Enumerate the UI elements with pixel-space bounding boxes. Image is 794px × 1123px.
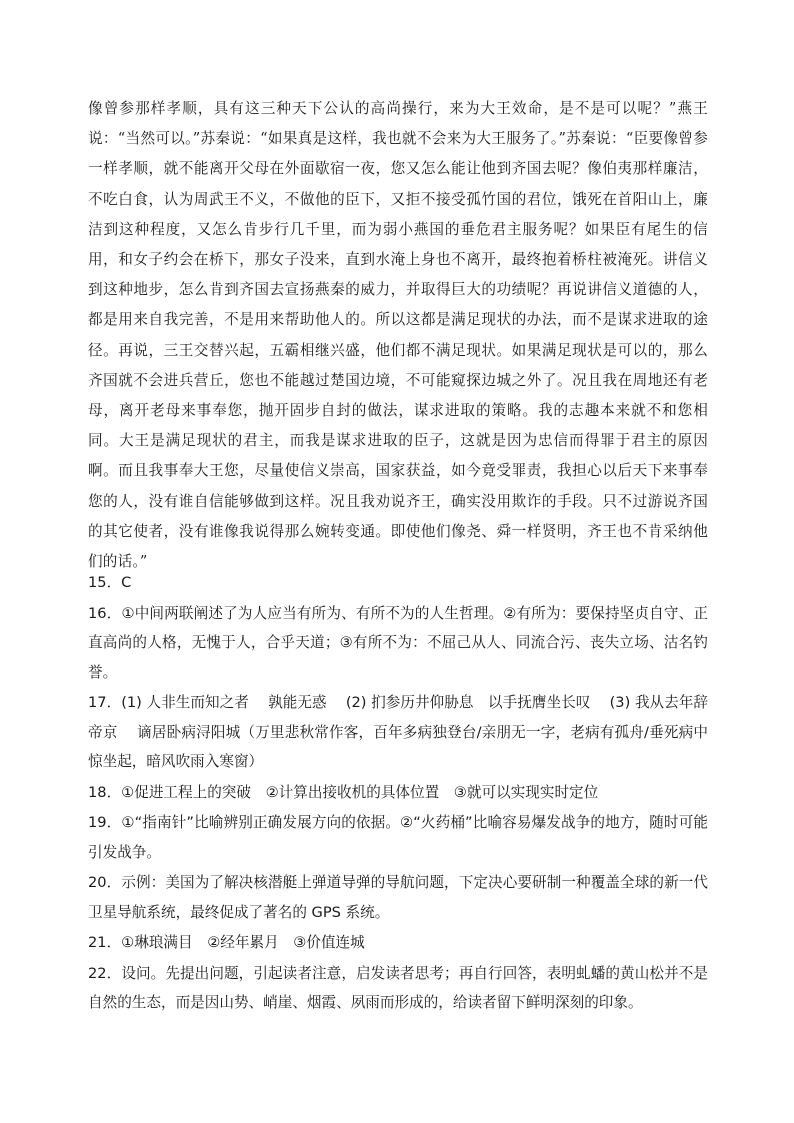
answer-19: 19．①“指南针”比喻辨别正确发展方向的依据。②“火药桶”比喻容易爆发战争的地方，随时可能引发战争。: [88, 814, 708, 861]
answer-22: 22．设问。先提出问题，引起读者注意，启发读者思考；再自行回答，表明虬蟠的黄山松并不是自然的生态，而是因山势、峭崖、烟霞、夙雨而形成的，给读者留下鲜明深刻的印象。: [88, 964, 708, 1011]
translation-paragraph: 像曾参那样孝顺，具有这三种天下公认的高尚操行，来为大王效命，是不是可以呢？”燕王说：“当然可以。”苏秦说：“如果真是这样，我也就不会来为大王服务了。”苏秦说：“臣要像曾参一样孝顺，就不能离开父母在外面歇宿一夜，您又怎么能让他到齐国去呢？像伯夷那样廉洁，不吃白食，认为周武王不义，不做他的臣下，又拒不接受孤竹国的君位，饿死在首阳山上，廉洁到这种程度，又怎么肯步行几千里，而为弱小燕国的垂危君主服务呢？如果臣有尾生的信用，和女子约会在桥下，那女子没来，直到水淹上身也不离开，最终抱着桥柱被淹死。讲信义到这种地步，怎么肯到齐国去宣扬燕秦的威力，并取得巨大的功绩呢？再说讲信义道德的人，都是用来自我完善，不是用来帮助他人的。所以这都是满足现状的办法，而不是谋求进取的途径。再说，三王交替兴起，五霸相继兴盛，他们都不满足现状。如果满足现状是可以的，那么齐国就不会进兵营丘，您也不能越过楚国边境，不可能窥探边城之外了。况且我在周地还有老母，离开老母来事奉您，抛开固步自封的做法，谋求进取的策略。我的志趣本来就不和您相同。大王是满足现状的君主，而我是谋求进取的臣子，这就是因为忠信而得罪于君主的原因啊。而且我事奉大王您，尽量使信义崇高，国家获益，如今竟受罪责，我担心以后天下来事奉您的人，没有谁自信能够做到这样。况且我劝说齐王，确实没用欺诈的手段。只不过游说齐国的其它使者，没有谁像我说得那么婉转变通。即使他们像尧、舜一样贤明，齐王也不肯采纳他们的话。”: [88, 100, 708, 571]
answer-list: [88, 568, 708, 1019]
answer-15: 15．C: [88, 574, 132, 591]
answer-20: 20．示例：美国为了解决核潜艇上弹道导弹的导航问题，下定决心要研制一种覆盖全球的新一代卫星导航系统，最终促成了著名的 GPS 系统。: [88, 874, 708, 921]
answer-16: 16．①中间两联阐述了为人应当有所为、有所不为的人生哲理。②有所为：要保持坚贞自守、正直高尚的人格，无愧于人，合乎天道；③有所不为：不屈己从人、同流合污、丧失立场、沽名钓誉。: [88, 604, 708, 681]
answer-21: 21．①琳琅满目 ②经年累月 ③价值连城: [88, 934, 365, 951]
answer-17: 17．(1) 人非生而知之者 孰能无惑 (2) 扪参历井仰胁息 以手抚膺坐长叹 (3) 我从去年辞帝京 谪居卧病浔阳城（万里悲秋常作客，百年多病独登台/亲朋无一字，老病有孤舟/垂死病中惊坐起，暗风吹雨入寒窗）: [88, 694, 708, 770]
answer-18: 18．①促进工程上的突破 ②计算出接收机的具体位置 ③就可以实现实时定位: [88, 783, 599, 801]
translation-section: [88, 94, 708, 577]
